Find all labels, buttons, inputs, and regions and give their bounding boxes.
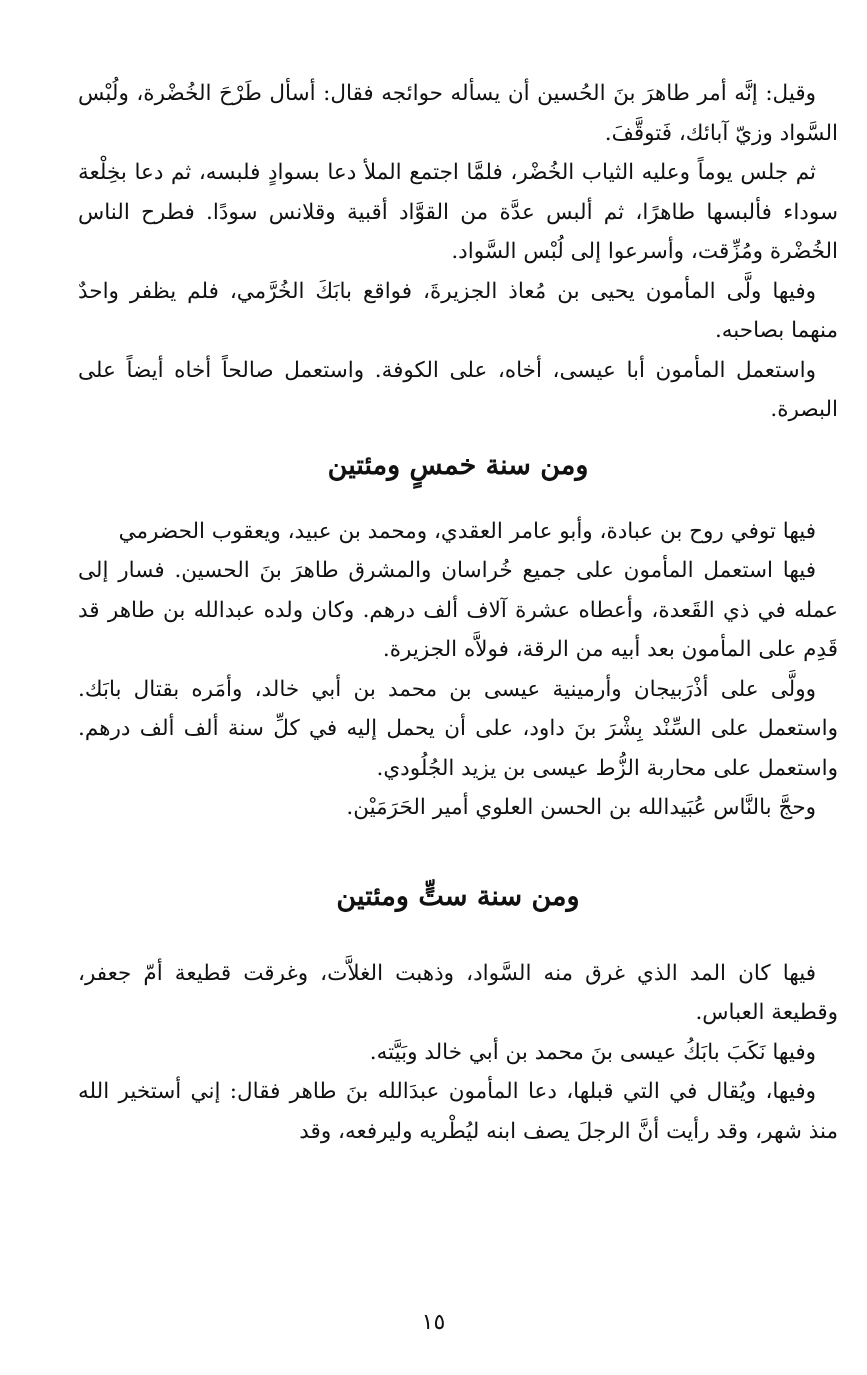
paragraph: فيها كان المد الذي غرق منه السَّواد، وذهبت الغلاَّت، وغرقت قطيعة أمّ جعفر، وقطيعة العباس. bbox=[78, 960, 838, 1025]
section-heading: ومن سنة خمسٍ ومئتين bbox=[327, 449, 589, 481]
paragraph: وحجَّ بالنَّاس عُبَيدالله بن الحسن العلوي أمير الحَرَمَيْن. bbox=[346, 795, 816, 820]
paragraph: وفيها نَكَبَ بابَكُ عيسى بنَ محمد بن أبي خالد وبَيَّته. bbox=[369, 1039, 816, 1065]
paragraph: ثم جلس يوماً وعليه الثياب الخُضْر، فلمَّا اجتمع الملأ دعا بسوادٍ فلبسه، ثم دعا بخِلْعة سوداء فألبسها طاهرًا، ثم ألبس عدَّة من القوَّاد أقبية وقلانس سودًا. فطرح الناس الخُضْرة ومُزِّقت، وأسرعوا إلى لُبْس السَّواد. bbox=[78, 160, 838, 264]
page-body bbox=[78, 74, 838, 1151]
section-year-205 bbox=[78, 430, 838, 828]
section-heading: ومن سنة ستٍّ ومئتين bbox=[336, 880, 580, 912]
paragraph: واستعمل المأمون أبا عيسى، أخاه، على الكوفة. واستعمل صالحاً أخاه أيضاً على البصرة. bbox=[78, 357, 838, 422]
paragraph: وولَّى على أذْرَبيجان وأرمينية عيسى بن محمد بن أبي خالد، وأمَره بقتال بابَك. واستعمل على السِّنْد بِشْرَ بنَ داود، على أن يحمل إليه في كلِّ سنة ألف ألف درهم. واستعمل على محاربة الزُّط عيسى بن يزيد الجُلُودي. bbox=[78, 676, 838, 781]
paragraph: فيها توفي روح بن عبادة، وأبو عامر العقدي، ومحمد بن عبيد، ويعقوب الحضرمي bbox=[118, 518, 816, 544]
paragraph: وفيها ولَّى المأمون يحيى بن مُعاذ الجزيرةَ، فواقع بابَكَ الخُرَّمي، فلم يظفر واحدٌ منهما بصاحبه. bbox=[78, 278, 838, 343]
section-year-206 bbox=[78, 838, 838, 1152]
page-number: ١٥ bbox=[421, 1310, 446, 1335]
paragraph: وفيها، ويُقال في التي قبلها، دعا المأمون عبدَالله بنَ طاهر فقال: إني أستخير الله منذ شهر، وقد رأيت أنَّ الرجلَ يصف ابنه ليُطْريه وليرفعه، وقد bbox=[78, 1079, 838, 1144]
section-year-204 bbox=[78, 74, 838, 430]
paragraph: وقيل: إنَّه أمر طاهرَ بنَ الحُسين أن يسأله حوائجه فقال: أسأل طَرْحَ الخُضْرة، ولُبْس السَّواد وزيّ آبائك، فَتوقَّفَ. bbox=[78, 81, 838, 146]
paragraph: فيها استعمل المأمون على جميع خُراسان والمشرق طاهرَ بنَ الحسين. فسار إلى عمله في ذي القَعدة، وأعطاه عشرة آلاف ألف درهم. وكان ولده عبدالله بن طاهر قد قَدِم على المأمون بعد أبيه من الرقة، فولاَّه الجزيرة. bbox=[78, 558, 838, 662]
